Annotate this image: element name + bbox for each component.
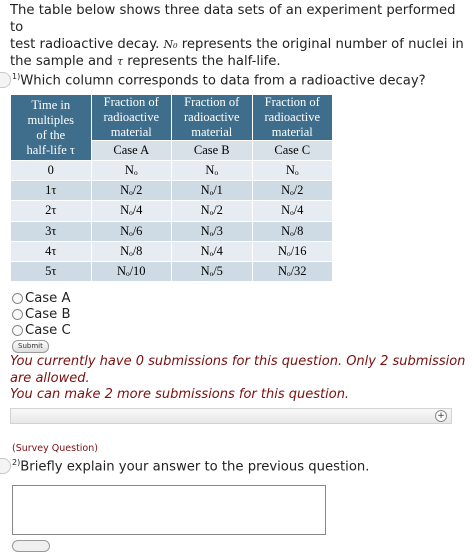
n0-symbol: N₀ — [163, 38, 178, 51]
option-label: Case B — [25, 306, 71, 322]
header-line: material — [271, 125, 313, 139]
option-case-c[interactable] — [12, 322, 71, 338]
header-line: radioactive — [103, 110, 160, 124]
question-1 — [12, 72, 426, 88]
table-row — [11, 201, 333, 221]
header-fraction-a — [91, 95, 172, 141]
table-header-row — [11, 95, 333, 141]
option-label: Case A — [25, 290, 71, 306]
header-line: material — [191, 125, 233, 139]
answer-textarea[interactable] — [12, 485, 326, 535]
tau-symbol: τ — [116, 55, 124, 68]
time-cell: 5τ — [11, 261, 92, 281]
case-c-cell: Nₒ/2 — [252, 181, 333, 201]
partial-button[interactable] — [12, 540, 50, 552]
header-time-line: multiples — [27, 112, 75, 127]
time-cell: 3τ — [11, 221, 92, 241]
question-2-marker-icon — [0, 458, 11, 474]
case-a-cell: Nₒ/2 — [91, 181, 172, 201]
notice-line: are allowed. — [10, 370, 90, 386]
radio-icon[interactable] — [12, 325, 23, 336]
case-a-label: Case A — [91, 141, 172, 161]
header-line: radioactive — [183, 110, 240, 124]
plus-circle-icon[interactable]: + — [435, 410, 447, 422]
case-c-cell: Nₒ/8 — [252, 221, 333, 241]
case-b-cell: Nₒ — [172, 161, 253, 181]
table-row — [11, 221, 333, 241]
question-1-text: Which column corresponds to data from a radioactive decay? — [20, 73, 426, 89]
header-line: Fraction of — [103, 95, 159, 109]
case-b-cell: Nₒ/4 — [172, 241, 253, 261]
intro-line-2-start: test radioactive decay. — [10, 37, 164, 52]
time-cell: 4τ — [11, 241, 92, 261]
case-c-cell: Nₒ — [252, 161, 333, 181]
header-fraction-b — [172, 95, 253, 141]
header-fraction-c — [252, 95, 333, 141]
submission-notice — [10, 354, 470, 404]
survey-label: (Survey Question) — [12, 443, 98, 454]
option-case-b[interactable] — [12, 306, 71, 322]
case-c-cell: Nₒ/16 — [252, 241, 333, 261]
question-2-number: 2) — [12, 458, 21, 467]
header-line: material — [110, 125, 152, 139]
time-cell: 1τ — [11, 181, 92, 201]
intro-line-3-end: represents the half-life. — [123, 54, 281, 69]
case-a-cell: Nₒ/6 — [91, 221, 172, 241]
header-time-line: half-life τ — [26, 142, 75, 157]
case-a-cell: Nₒ/10 — [91, 261, 172, 281]
case-c-cell: Nₒ/32 — [252, 261, 333, 281]
header-line: Fraction of — [264, 95, 320, 109]
expand-bar[interactable] — [10, 408, 452, 424]
header-time-line: of the — [36, 127, 66, 142]
radio-icon[interactable] — [12, 309, 23, 320]
intro-line-3 — [10, 53, 466, 70]
header-line: radioactive — [264, 110, 321, 124]
radio-icon[interactable] — [12, 293, 23, 304]
header-line: Fraction of — [184, 95, 240, 109]
case-a-cell: Nₒ/8 — [91, 241, 172, 261]
case-b-cell: Nₒ/3 — [172, 221, 253, 241]
header-time-line: Time in — [31, 97, 71, 112]
table-row — [11, 161, 333, 181]
notice-line: You currently have 0 submissions for this question. Only 2 submission — [10, 354, 466, 369]
intro-line-2-end: represents the original number of nuclei in — [177, 37, 464, 52]
table-row — [11, 181, 333, 201]
intro-text — [10, 2, 466, 70]
case-c-cell: Nₒ/4 — [252, 201, 333, 221]
option-case-a[interactable] — [12, 290, 71, 306]
question-1-number: 1) — [12, 72, 21, 81]
notice-line: You can make 2 more submissions for this question. — [10, 387, 350, 402]
decay-data-table — [10, 94, 333, 282]
question-2-text: Briefly explain your answer to the previous question. — [20, 459, 370, 475]
case-b-cell: Nₒ/5 — [172, 261, 253, 281]
case-c-label: Case C — [252, 141, 333, 161]
question-1-marker-icon — [0, 72, 11, 88]
table-row — [11, 261, 333, 281]
case-b-label: Case B — [172, 141, 253, 161]
intro-line-1: The table below shows three data sets of an experiment performed to — [10, 3, 456, 35]
option-label: Case C — [25, 322, 71, 338]
intro-line-2 — [10, 36, 466, 53]
answer-options — [12, 290, 71, 338]
header-time — [11, 95, 92, 161]
question-2 — [12, 458, 369, 474]
submit-button[interactable]: Submit — [12, 340, 49, 353]
case-a-cell: Nₒ — [91, 161, 172, 181]
case-b-cell: Nₒ/1 — [172, 181, 253, 201]
case-b-cell: Nₒ/2 — [172, 201, 253, 221]
intro-line-3-start: the sample and — [10, 54, 117, 69]
time-cell: 2τ — [11, 201, 92, 221]
table-row — [11, 241, 333, 261]
time-cell: 0 — [11, 161, 92, 181]
case-a-cell: Nₒ/4 — [91, 201, 172, 221]
